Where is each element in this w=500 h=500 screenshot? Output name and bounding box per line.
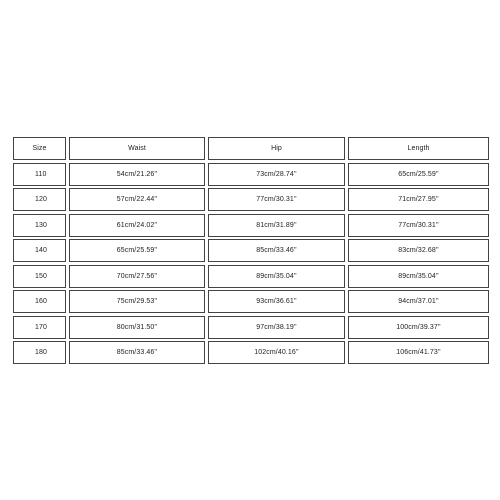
length-cell: 71cm/27.95'' [348,188,489,211]
size-cell: 130 [13,214,66,237]
waist-cell: 70cm/27.56'' [69,265,205,288]
hip-cell: 93cm/36.61'' [208,290,345,313]
size-cell: 140 [13,239,66,262]
length-cell: 65cm/25.59'' [348,163,489,186]
waist-cell: 54cm/21.26'' [69,163,205,186]
hip-cell: 102cm/40.16'' [208,341,345,364]
header-size: Size [13,137,66,160]
length-cell: 89cm/35.04'' [348,265,489,288]
length-cell: 100cm/39.37'' [348,316,489,339]
length-cell: 77cm/30.31'' [348,214,489,237]
waist-cell: 65cm/25.59'' [69,239,205,262]
size-cell: 110 [13,163,66,186]
waist-cell: 85cm/33.46'' [69,341,205,364]
waist-cell: 75cm/29.53'' [69,290,205,313]
size-cell: 160 [13,290,66,313]
waist-cell: 80cm/31.50'' [69,316,205,339]
header-length: Length [348,137,489,160]
size-cell: 150 [13,265,66,288]
size-chart-table [13,137,488,365]
waist-cell: 61cm/24.02'' [69,214,205,237]
hip-cell: 89cm/35.04'' [208,265,345,288]
hip-cell: 77cm/30.31'' [208,188,345,211]
length-cell: 83cm/32.68'' [348,239,489,262]
size-cell: 170 [13,316,66,339]
length-cell: 106cm/41.73'' [348,341,489,364]
hip-cell: 73cm/28.74'' [208,163,345,186]
size-cell: 180 [13,341,66,364]
header-hip: Hip [208,137,345,160]
size-cell: 120 [13,188,66,211]
hip-cell: 97cm/38.19'' [208,316,345,339]
hip-cell: 85cm/33.46'' [208,239,345,262]
hip-cell: 81cm/31.89'' [208,214,345,237]
header-waist: Waist [69,137,205,160]
length-cell: 94cm/37.01'' [348,290,489,313]
waist-cell: 57cm/22.44'' [69,188,205,211]
